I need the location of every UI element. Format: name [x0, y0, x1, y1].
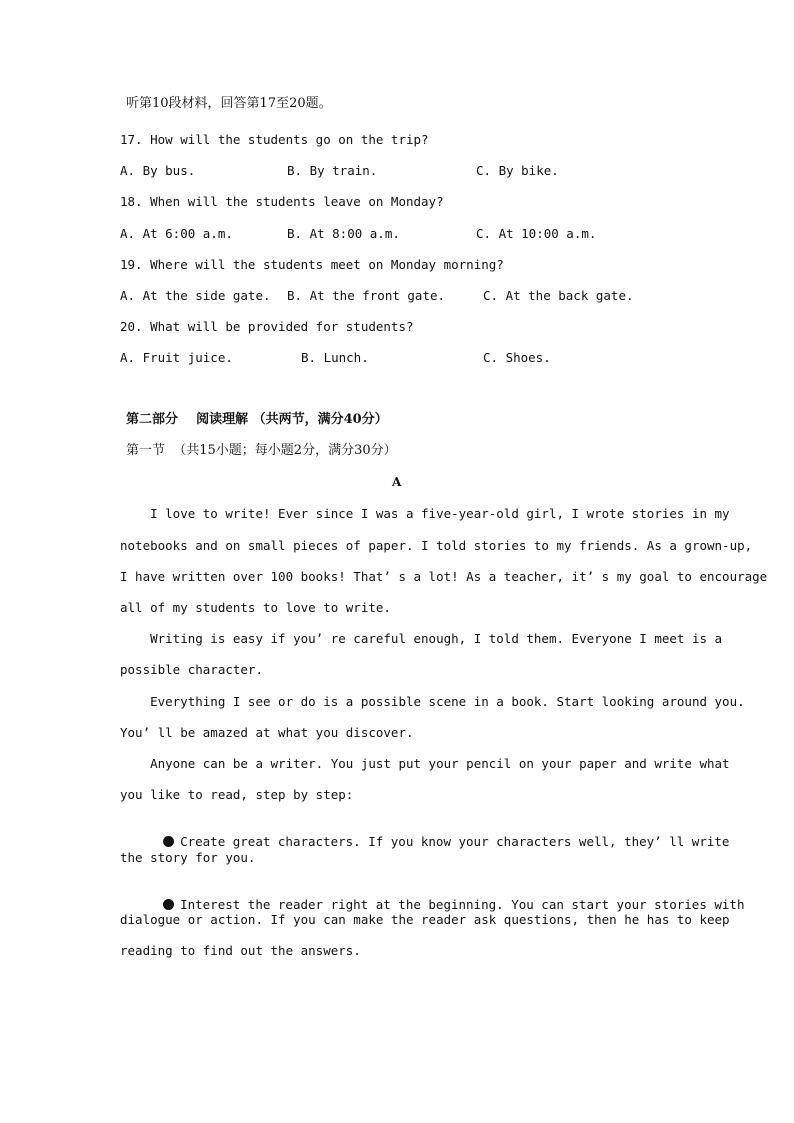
question-18-option-c: C. At 10:00 a.m.: [476, 226, 597, 241]
passage-line: Writing is easy if you’ re careful enough, I told them. Everyone I meet is a: [120, 631, 723, 646]
passage-line: You’ ll be amazed at what you discover.: [120, 725, 414, 740]
passage-line: possible character.: [120, 662, 263, 677]
passage-line: all of my students to love to write.: [120, 600, 391, 615]
passage-line: Everything I see or do is a possible scene in a book. Start looking around you.: [120, 694, 745, 709]
question-20-option-c: C. Shoes.: [483, 350, 551, 365]
question-18-option-a: A. At 6:00 a.m.: [120, 226, 233, 241]
question-19: 19. Where will the students meet on Monday morning?: [120, 257, 504, 272]
bullet-item: [148, 881, 745, 913]
passage-line: the story for you.: [120, 850, 256, 865]
bullet-icon: [163, 899, 174, 910]
passage-line: dialogue or action. If you can make the reader ask questions, then he has to keep: [120, 912, 730, 927]
passage-line: you like to read, step by step:: [120, 787, 354, 802]
question-17-option-b: B. By train.: [287, 163, 378, 178]
section-one-title: 第一节 （共15小题；每小题2分，满分30分）: [126, 443, 397, 458]
passage-line: I love to write! Ever since I was a five-year-old girl, I wrote stories in my: [120, 506, 730, 521]
passage-line: I have written over 100 books! That’ s a lot! As a teacher, it’ s my goal to encourage: [120, 569, 768, 584]
bullet-text: Create great characters. If you know your characters well, they’ ll write: [180, 834, 730, 849]
bullet-text: Interest the reader right at the beginning. You can start your stories with: [180, 897, 745, 912]
question-17-option-c: C. By bike.: [476, 163, 559, 178]
listening-instruction: 听第10段材料，回答第17至20题。: [126, 96, 332, 111]
passage-line: reading to find out the answers.: [120, 943, 361, 958]
bullet-item: [148, 818, 729, 850]
question-19-option-c: C. At the back gate.: [483, 288, 634, 303]
question-17: 17. How will the students go on the trip?: [120, 132, 429, 147]
question-19-option-b: B. At the front gate.: [287, 288, 446, 303]
question-18: 18. When will the students leave on Monday?: [120, 194, 444, 209]
part-two-title: 第二部分 阅读理解 （共两节，满分40分）: [126, 412, 388, 427]
question-20: 20. What will be provided for students?: [120, 319, 414, 334]
question-20-option-b: B. Lunch.: [301, 350, 369, 365]
bullet-icon: [163, 836, 174, 847]
passage-line: Anyone can be a writer. You just put your pencil on your paper and write what: [120, 756, 730, 771]
question-18-option-b: B. At 8:00 a.m.: [287, 226, 400, 241]
passage-line: notebooks and on small pieces of paper. I told stories to my friends. As a grown-up,: [120, 538, 753, 553]
question-17-option-a: A. By bus.: [120, 163, 196, 178]
passage-label: A: [392, 475, 402, 489]
question-19-option-a: A. At the side gate.: [120, 288, 271, 303]
question-20-option-a: A. Fruit juice.: [120, 350, 233, 365]
